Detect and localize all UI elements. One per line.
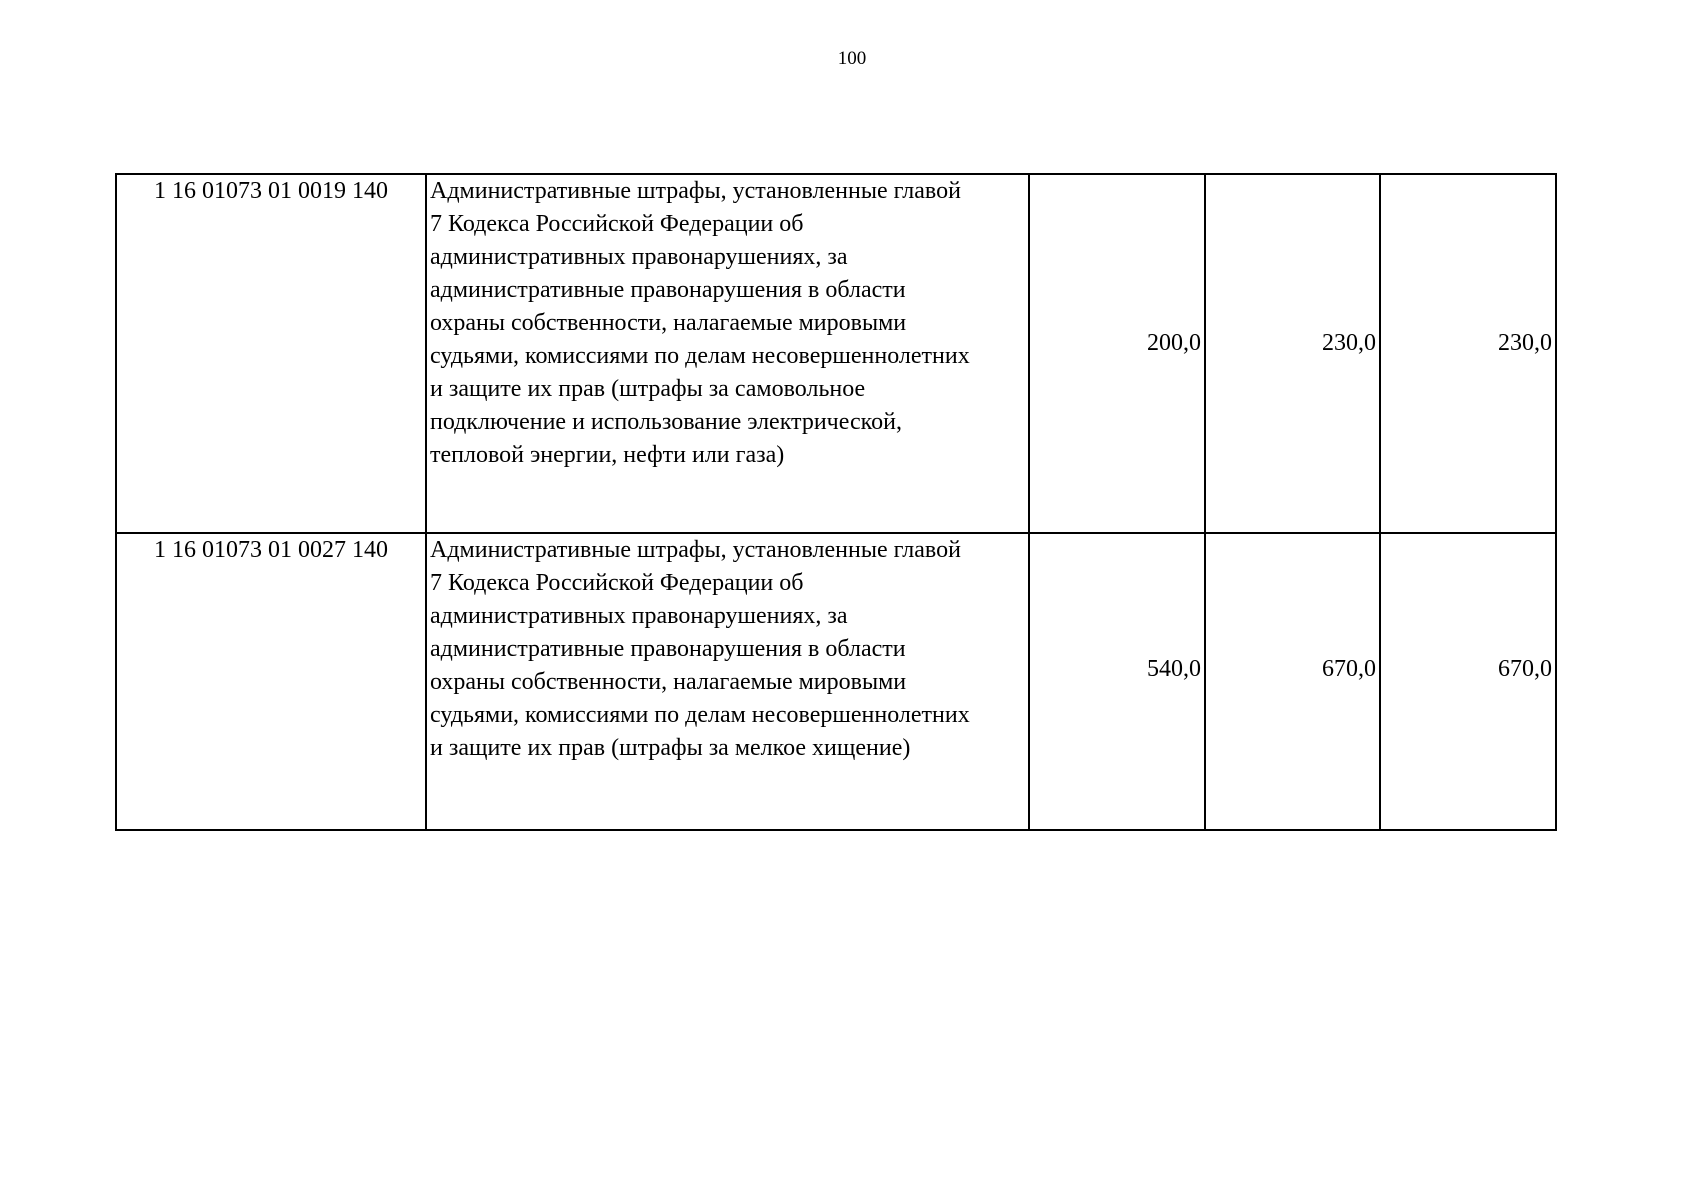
revenue-table (115, 173, 1557, 831)
budget-code-cell: 1 16 01073 01 0019 140 (116, 174, 426, 533)
description-cell: Административные штрафы, установленные главой 7 Кодекса Российской Федерации об административных правонарушениях, за административные правонарушения в области охраны собственности, налагаемые мировыми судьями, комиссиями по делам несовершеннолетних и защите их прав (штрафы за мелкое хищение) (426, 533, 1029, 830)
value-cell: 200,0 (1029, 174, 1205, 533)
value-cell: 230,0 (1380, 174, 1556, 533)
table-row (116, 174, 1556, 533)
value-cell: 670,0 (1380, 533, 1556, 830)
value-cell: 670,0 (1205, 533, 1380, 830)
value-cell: 230,0 (1205, 174, 1380, 533)
value-cell: 540,0 (1029, 533, 1205, 830)
budget-code-cell: 1 16 01073 01 0027 140 (116, 533, 426, 830)
page-number: 100 (837, 48, 867, 69)
description-cell: Административные штрафы, установленные главой 7 Кодекса Российской Федерации об административных правонарушениях, за административные правонарушения в области охраны собственности, налагаемые мировыми судьями, комиссиями по делам несовершеннолетних и защите их прав (штрафы за самовольное подключение и использование электрической, тепловой энергии, нефти или газа) (426, 174, 1029, 533)
table-row (116, 533, 1556, 830)
